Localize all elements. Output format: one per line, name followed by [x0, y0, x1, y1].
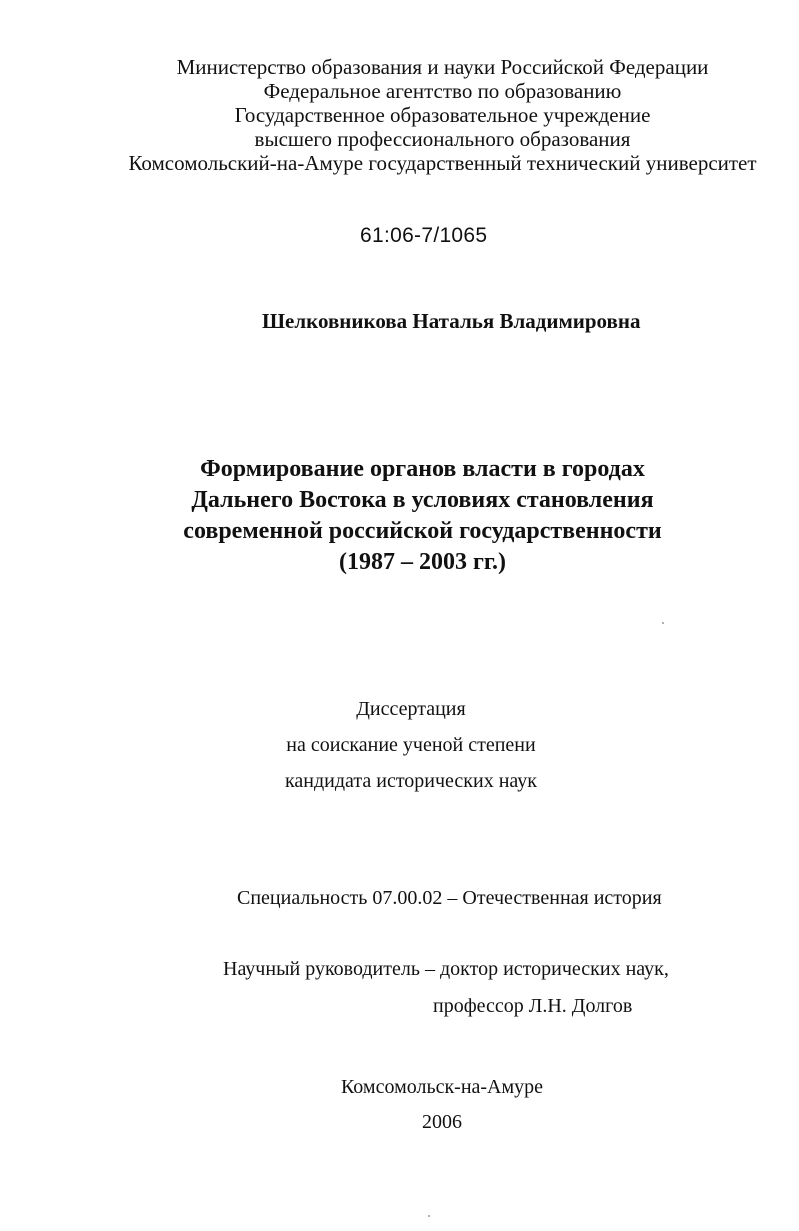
- author-name: Шелковникова Наталья Владимировна: [262, 309, 641, 333]
- education-level-line: высшего профессионального образования: [254, 127, 631, 151]
- scan-speck: [428, 1215, 430, 1217]
- title-line-2: Дальнего Востока в условиях становления: [191, 487, 654, 513]
- city-line: Комсомольск-на-Амуре: [340, 1076, 544, 1098]
- degree-field-line: кандидата исторических наук: [284, 770, 538, 792]
- year-line: 2006: [422, 1111, 462, 1133]
- degree-line: на соискание ученой степени: [286, 734, 536, 756]
- agency-line: Федеральное агентство по образованию: [263, 79, 622, 103]
- catalog-code: 61:06-7/1065: [360, 224, 488, 247]
- title-line-3: современной российской государственности: [183, 518, 662, 544]
- supervisor-line-1: Научный руководитель – доктор исторических наук,: [223, 958, 669, 980]
- institution-type-line: Государственное образовательное учреждение: [234, 103, 651, 127]
- supervisor-line-2: профессор Л.Н. Долгов: [433, 995, 633, 1017]
- ministry-line: Министерство образования и науки Российской Федерации: [176, 55, 709, 79]
- specialty-line: Специальность 07.00.02 – Отечественная история: [237, 887, 662, 909]
- title-line-1: Формирование органов власти в городах: [200, 456, 645, 482]
- work-type-label: Диссертация: [356, 698, 466, 720]
- title-years: (1987 – 2003 гг.): [338, 549, 507, 575]
- scan-speck: [662, 622, 664, 624]
- university-line: Комсомольский-на-Амуре государственный технический университет: [128, 151, 757, 175]
